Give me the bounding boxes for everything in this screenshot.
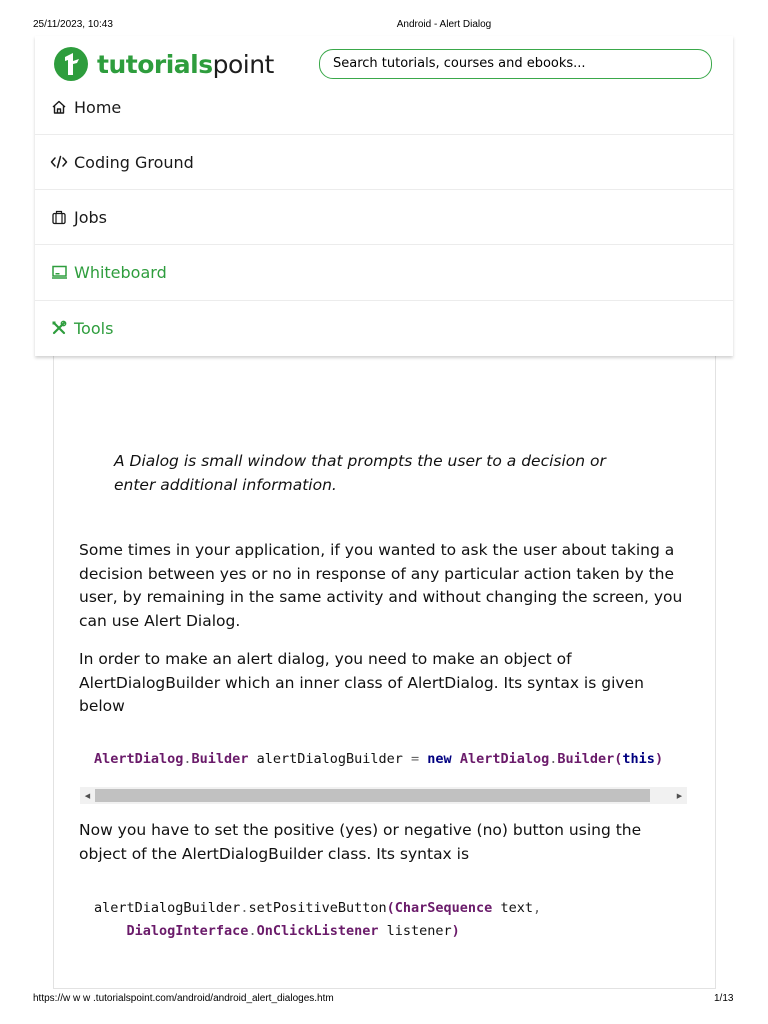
tools-icon [50, 319, 68, 337]
paragraph-1: Some times in your application, if you wanted to ask the user about taking a decision between yes or no in response of any particular action taken by the user, by remaining in the same activity and without changing the screen, you can use Alert Dialog. [79, 541, 683, 630]
nav-label-coding-ground: Coding Ground [74, 152, 194, 172]
scrollbar-thumb[interactable] [95, 789, 650, 802]
nav-item-whiteboard[interactable] [35, 244, 733, 299]
scroll-right-arrow-icon[interactable]: ▶ [676, 791, 683, 800]
quote-line-1: A Dialog is small window that prompts the user to a decision or [114, 452, 606, 470]
paragraph-2: In order to make an alert dialog, you need to make an object of AlertDialogBuilder which an inner class of AlertDialog. Its syntax is given below [79, 650, 644, 715]
logo-mark-icon [52, 46, 90, 82]
nav-item-jobs[interactable] [35, 189, 733, 244]
quote-line-2: enter additional information. [114, 475, 337, 494]
code-icon [50, 153, 68, 171]
logo-text: tutorialspoint [97, 49, 274, 79]
nav-label-whiteboard: Whiteboard [74, 262, 167, 282]
code-block-syntax: AlertDialog.Builder alertDialogBuilder = new AlertDialog.Builder(this) [94, 751, 664, 767]
nav-label-home: Home [74, 97, 122, 117]
home-icon [50, 98, 68, 116]
briefcase-icon [50, 208, 68, 226]
whiteboard-icon [50, 263, 68, 281]
nav-label-jobs: Jobs [74, 207, 107, 227]
nav-label-tools: Tools [74, 318, 114, 338]
print-url: https://w w w .tutorialspoint.com/android/android_alert_dialoges.htm [33, 993, 334, 1004]
print-page-number: 1/13 [714, 993, 734, 1004]
search-input[interactable]: Search tutorials, courses and ebooks... [319, 49, 712, 79]
nav-item-tools[interactable] [35, 300, 733, 355]
code-horizontal-scrollbar[interactable] [80, 787, 687, 804]
print-datetime: 25/11/2023, 10:43 [33, 19, 113, 30]
scroll-left-arrow-icon[interactable]: ◀ [84, 791, 91, 800]
code-block-set-positive-button: alertDialogBuilder.setPositiveButton(CharSequence text, DialogInterface.OnClickListener listener) [94, 900, 542, 939]
site-logo[interactable] [52, 46, 274, 82]
nav-item-home[interactable] [35, 80, 733, 134]
intro-blockquote [114, 450, 654, 497]
paragraph-3: Now you have to set the positive (yes) or negative (no) button using the object of the AlertDialogBuilder class. Its syntax is [79, 821, 642, 863]
site-header [35, 36, 733, 356]
nav-item-coding-ground[interactable] [35, 134, 733, 189]
print-page-title: Android - Alert Dialog [396, 19, 492, 30]
